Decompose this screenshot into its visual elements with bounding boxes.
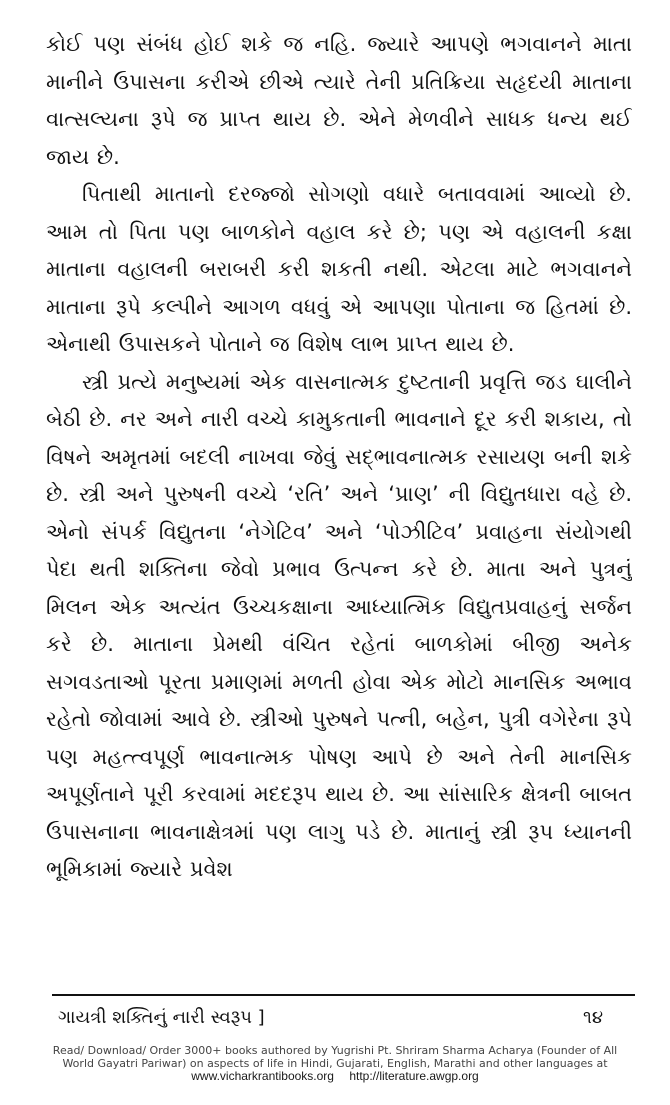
paragraph-3: સ્ત્રી પ્રત્યે મનુષ્યમાં એક વાસનાત્મક દુષ્ટતાની પ્રવૃત્તિ જડ ઘાલીને બેઠી છે. નર અને નારી વચ્ચે કામુકતાની ભાવનાને દૂર કરી શકાય, તો વિષને અમૃતમાં બદલી નાખવા જેવું સદ્ભાવનાત્મક રસાયણ બની શકે છે. સ્ત્રી અને પુરુષની વચ્ચે ‘રતિ’ અને ‘પ્રાણ’ ની વિદ્યુતધારા વહે છે. એનો સંપર્ક વિદ્યુતના ‘નેગેટિવ’ અને ‘પોઝીટિવ’ પ્રવાહના સંયોગથી પેદા થતી શક્તિના જેવો પ્રભાવ ઉત્પન્ન કરે છે. માતા અને પુત્રનું મિલન એક અત્યંત ઉચ્ચકક્ષાના આધ્યાત્મિક વિદ્યુતપ્રવાહનું સર્જન કરે છે. માતાના પ્રેમથી વંચિત રહેતાં બાળકોમાં બીજી અનેક સગવડતાઓ પૂરતા પ્રમાણમાં મળતી હોવા એક મોટો માનસિક અભાવ રહેતો જોવામાં આવે છે. સ્ત્રીઓ પુરુષને પત્ની, બહેન, પુત્રી વગેરેના રૂપે પણ મહત્ત્વપૂર્ણ ભાવનાત્મક પોષણ આપે છે અને તેની માનસિક અપૂર્ણતાને પૂરી કરવામાં મદદરૂપ થાય છે. આ સાંસારિક ક્ષેત્રની બાબત ઉપાસનાના ભાવનાક્ષેત્રમાં પણ લાગુ પડે છે. માતાનું સ્ત્રી રૂપ ધ્યાનની ભૂમિકામાં જ્યારે પ્રવેશ [46,369,632,881]
credits-links [22,1070,648,1083]
credits-line-2: World Gayatri Pariwar) on aspects of life in Hindi, Gujarati, English, Marathi and other languages at [62,1057,608,1070]
awgp-literature-link[interactable]: http://literature.awgp.org [349,1069,479,1083]
credits-line-1: Read/ Download/ Order 3000+ books authored by Yugrishi Pt. Shriram Sharma Acharya (Founder of All [52,1044,618,1057]
paragraph-1: કોઈ પણ સંબંધ હોઈ શકે જ નહિ. જ્યારે આપણે ભગવાનને માતા માનીને ઉપાસના કરીએ છીએ ત્યારે તેની પ્રતિક્રિયા સહૃદયી માતાના વાત્સલ્યના રૂપે જ પ્રાપ્ત થાય છે. એને મેળવીને સાધક ધન્ય થઈ જાય છે. [46,32,632,169]
page-number: ૧૪ [583,1007,603,1028]
publisher-credits [22,1044,648,1083]
footer-book-title: ગાયત્રી શક્તિનું નારી સ્વરૂપ ] [58,1007,265,1028]
page-body [46,26,632,972]
footer-divider [52,994,635,996]
vicharkranti-link[interactable]: www.vicharkrantibooks.org [191,1069,334,1083]
paragraph-2: પિતાથી માતાનો દરજ્જો સોગણો વધારે બતાવવામાં આવ્યો છે. આમ તો પિતા પણ બાળકોને વહાલ કરે છે; પણ એ વહાલની કક્ષા માતાના વહાલની બરાબરી કરી શકતી નથી. એટલા માટે ભગવાનને માતાના રૂપે કલ્પીને આગળ વધવું એ આપણા પોતાના જ હિતમાં છે. એનાથી ઉપાસકને પોતાને જ વિશેષ લાભ પ્રાપ્ત થાય છે. [46,182,632,356]
